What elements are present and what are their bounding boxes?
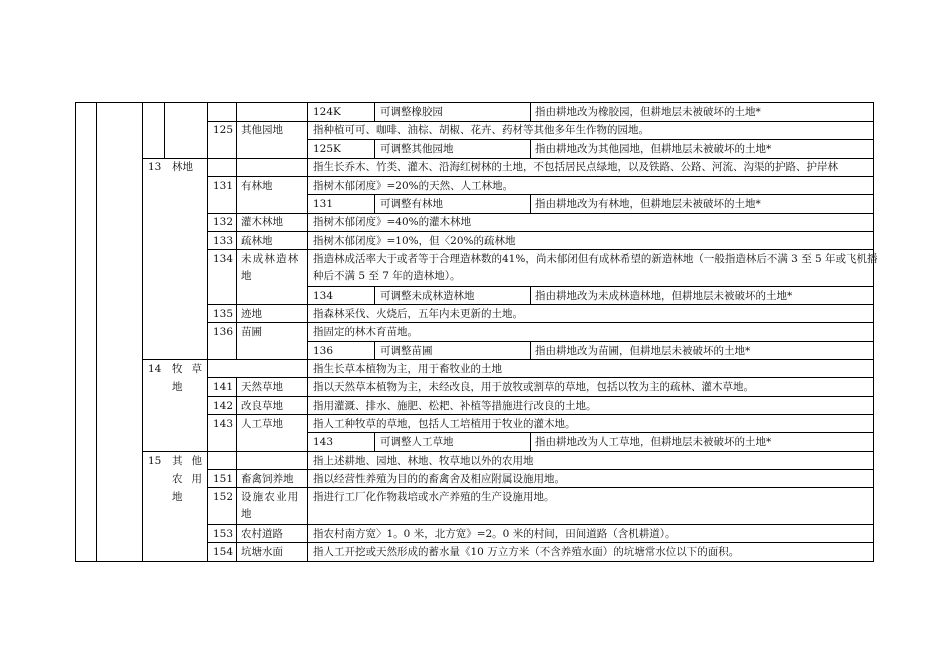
name-131-adj: 可调整有林地 (380, 198, 443, 210)
name-134-line2: 地 (241, 270, 252, 282)
code-135: 135 (213, 308, 234, 320)
name-14-line2: 地 (172, 381, 183, 393)
name-136-adj: 可调整苗圃 (380, 345, 433, 357)
name-134-line1: 未成林造林 (241, 253, 300, 265)
name-134-adj: 可调整未成林造林地 (380, 290, 475, 302)
name-154: 坑塘水面 (241, 546, 283, 558)
desc-135: 指森林采伐、火烧后，五年内未更新的土地。 (313, 308, 523, 320)
desc-125k: 指由耕地改为其他园地，但耕地层未被破坏的土地* (535, 143, 772, 155)
code-125: 125 (213, 124, 234, 136)
name-141: 天然草地 (241, 381, 283, 393)
desc-133: 指树木郁闭度》=10%，但〈20%的疏林地 (313, 235, 516, 247)
code-152: 152 (213, 491, 234, 503)
code-142: 142 (213, 400, 234, 412)
code-143-adj: 143 (313, 436, 334, 448)
desc-15: 指上述耕地、园地、林地、牧草地以外的农用地 (313, 455, 534, 467)
name-151: 畜禽饲养地 (241, 473, 294, 485)
code-134-adj: 134 (313, 290, 334, 302)
desc-134-line1: 指造林成活率大于或者等于合理造林数的41%，尚未郁闭但有成林希望的新造林地（一般指造林后不满 3 至 5 年或飞机播 (313, 253, 878, 265)
desc-136: 指固定的林木育苗地。 (313, 326, 418, 338)
code-151: 151 (213, 473, 234, 485)
code-125k: 125K (313, 143, 341, 155)
name-153: 农村道路 (241, 528, 283, 540)
code-136: 136 (213, 326, 234, 338)
code-131-adj: 131 (313, 198, 334, 210)
name-15-line2: 农用 (172, 473, 211, 485)
name-152-line1: 设施农业用 (241, 491, 300, 503)
name-136: 苗圃 (241, 326, 262, 338)
name-152-line2: 地 (241, 508, 252, 520)
desc-132: 指树木郁闭度》=40%的灌木林地 (313, 216, 472, 228)
desc-152: 指进行工厂化作物栽培或水产养殖的生产设施用地。 (313, 491, 555, 503)
desc-14: 指生长草本植物为主，用于畜牧业的土地 (313, 363, 502, 375)
code-15: 15 (148, 455, 162, 467)
name-125: 其他园地 (241, 124, 283, 136)
code-153: 153 (213, 528, 234, 540)
name-135: 迹地 (241, 308, 262, 320)
name-133: 疏林地 (241, 235, 273, 247)
code-141: 141 (213, 381, 234, 393)
name-13: 林地 (172, 161, 193, 173)
desc-134-adj: 指由耕地改为未成林造林地，但耕地层未被破坏的土地* (535, 290, 793, 302)
desc-153: 指农村南方宽〉1。0 米，北方宽》=2。0 米的村间，田间道路（含机耕道）。 (313, 528, 676, 540)
name-131: 有林地 (241, 180, 273, 192)
desc-131: 指树木郁闭度》=20%的天然、人工林地。 (313, 180, 514, 192)
desc-141: 指以天然草本植物为主，未经改良，用于放牧或割草的草地，包括以牧为主的疏林、灌木草地。 (313, 381, 754, 393)
name-14-line1: 牧草 (172, 363, 211, 375)
desc-142: 指用灌溉、排水、施肥、松耙、补植等措施进行改良的土地。 (313, 400, 597, 412)
code-154: 154 (213, 546, 234, 558)
desc-13: 指生长乔木、竹类、灌木、沿海红树林的土地，不包括居民点绿地，以及铁路、公路、河流、沟渠的护路、护岸林 (313, 161, 838, 173)
code-13: 13 (148, 161, 162, 173)
name-15-line3: 地 (172, 491, 183, 503)
code-133: 133 (213, 235, 234, 247)
desc-154: 指人工开挖或天然形成的蓄水量《10 万立方米（不含养殖水面）的坑塘常水位以下的面积。 (313, 546, 740, 558)
code-134: 134 (213, 253, 234, 265)
desc-131-adj: 指由耕地改为有林地，但耕地层未被破坏的土地* (535, 198, 761, 210)
desc-124k: 指由耕地改为橡胶园，但耕地层未被破坏的土地* (535, 106, 761, 118)
name-143: 人工草地 (241, 418, 283, 430)
desc-143-adj: 指由耕地改为人工草地，但耕地层未被破坏的土地* (535, 436, 772, 448)
code-124k: 124K (313, 106, 341, 118)
code-131: 131 (213, 180, 234, 192)
name-15-line1: 其他 (172, 455, 211, 467)
desc-143: 指人工种牧草的草地，包括人工培植用于牧业的灌木地。 (313, 418, 576, 430)
code-132: 132 (213, 216, 234, 228)
desc-125: 指种植可可、咖啡、油棕、胡椒、花卉、药材等其他多年生作物的园地。 (313, 124, 649, 136)
code-143: 143 (213, 418, 234, 430)
name-142: 改良草地 (241, 400, 283, 412)
name-124k: 可调整橡胶园 (380, 106, 443, 118)
code-14: 14 (148, 363, 162, 375)
code-136-adj: 136 (313, 345, 334, 357)
name-143-adj: 可调整人工草地 (380, 436, 454, 448)
desc-134-line2: 种后不满 5 至 7 年的造林地）。 (313, 270, 461, 282)
name-132: 灌木林地 (241, 216, 283, 228)
desc-151: 指以经营性养殖为目的的畜禽舍及相应附属设施用地。 (313, 473, 565, 485)
desc-136-adj: 指由耕地改为苗圃，但耕地层未被破坏的土地* (535, 345, 751, 357)
name-125k: 可调整其他园地 (380, 143, 454, 155)
